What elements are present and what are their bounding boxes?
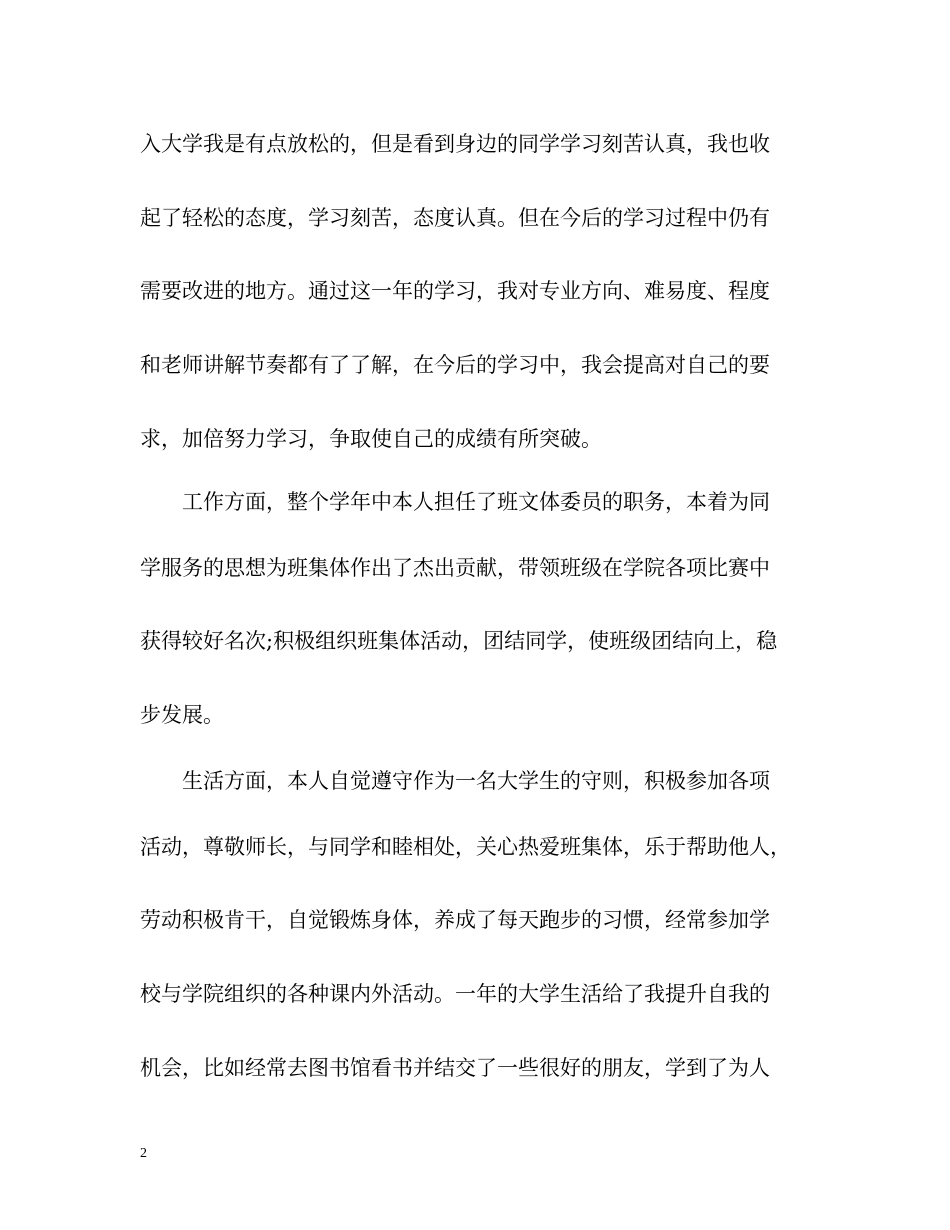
body-line-4: 和老师讲解节奏都有了了解，在今后的学习中，我会提高对自己的要 [140,353,770,377]
page-number: 2 [140,1146,147,1161]
body-line-11: 活动，尊敬师长，与同学和睦相处，关心热爱班集体，乐于帮助他人， [140,835,791,859]
body-line-1: 入大学我是有点放松的，但是看到身边的同学学习刻苦认真，我也收 [140,132,770,156]
body-line-3: 需要改进的地方。通过这一年的学习，我对专业方向、难易度、程度 [140,279,770,303]
body-line-14: 机会，比如经常去图书馆看书并结交了一些很好的朋友，学到了为人 [140,1056,770,1080]
body-line-2: 起了轻松的态度，学习刻苦，态度认真。但在今后的学习过程中仍有 [140,206,770,230]
body-line-6: 工作方面，整个学年中本人担任了班文体委员的职务，本着为同 [182,490,770,514]
body-line-8: 获得较好名次;积极组织班集体活动，团结同学，使班级团结向上，稳 [140,629,778,653]
body-line-12: 劳动积极肯干，自觉锻炼身体，养成了每天跑步的习惯，经常参加学 [140,908,770,932]
body-line-10: 生活方面，本人自觉遵守作为一名大学生的守则，积极参加各项 [182,769,770,793]
body-line-13: 校与学院组织的各种课内外活动。一年的大学生活给了我提升自我的 [140,982,770,1006]
body-line-7: 学服务的思想为班集体作出了杰出贡献，带领班级在学院各项比赛中 [140,556,770,580]
body-line-9: 步发展。 [140,703,224,727]
body-line-5: 求，加倍努力学习，争取使自己的成绩有所突破。 [140,427,602,451]
